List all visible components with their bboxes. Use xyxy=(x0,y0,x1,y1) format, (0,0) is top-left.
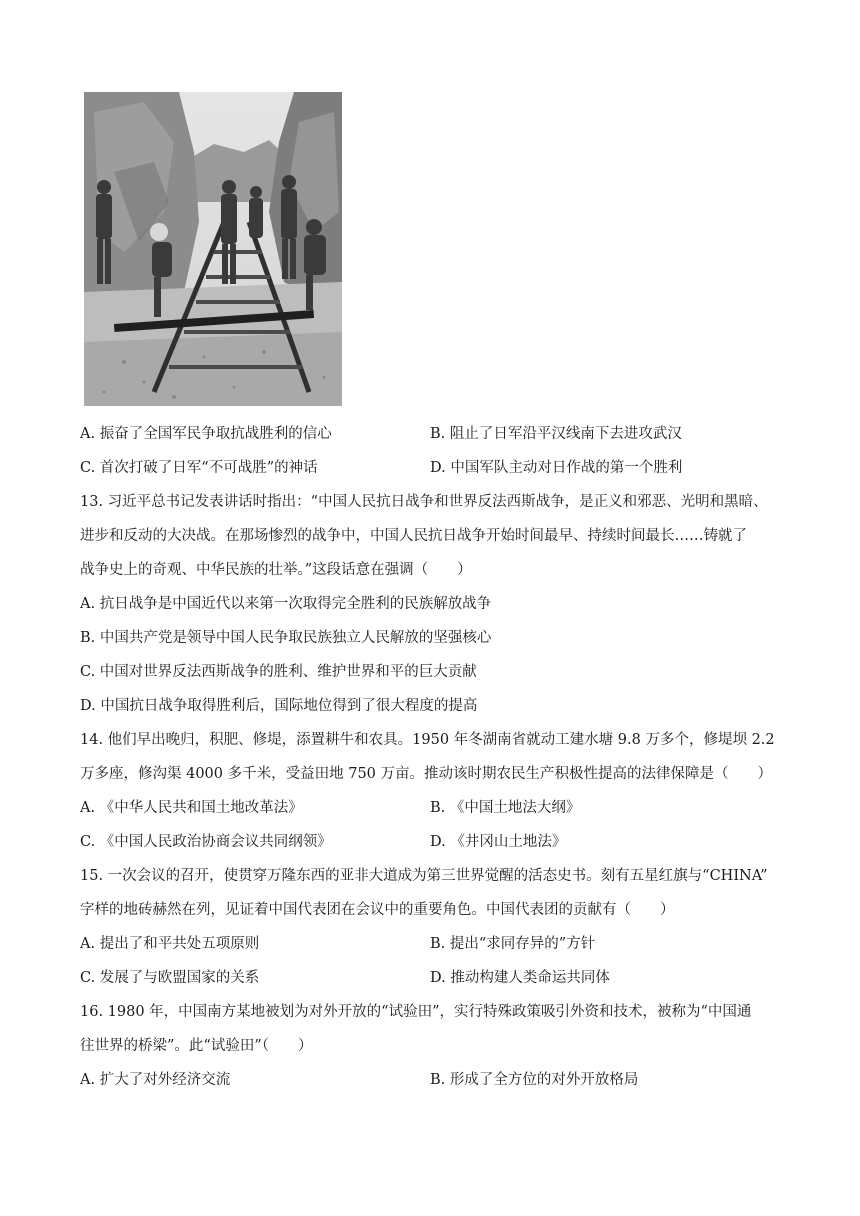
q14-option-c: C. 《中国人民政治协商会议共同纲领》 xyxy=(80,834,332,850)
q14-option-a: A. 《中华人民共和国土地改革法》 xyxy=(80,800,303,816)
q15-stem-line-2: 字样的地砖赫然在列，见证着中国代表团在会议中的重要角色。中国代表团的贡献有（ ） xyxy=(80,902,675,918)
q16-stem-line-1: 16. 1980 年，中国南方某地被划为对外开放的“试验田”，实行特殊政策吸引外资和技术，被称为“中国通 xyxy=(80,1004,752,1020)
q13-stem-line-2: 进步和反动的大决战。在那场惨烈的战争中，中国人民抗日战争开始时间最早、持续时间最长……铸就了 xyxy=(80,528,747,544)
q13-option-d: D. 中国抗日战争取得胜利后，国际地位得到了很大程度的提高 xyxy=(80,698,478,714)
railway-workers-photo xyxy=(84,92,342,406)
q16-option-a: A. 扩大了对外经济交流 xyxy=(80,1072,231,1088)
q15-option-d: D. 推动构建人类命运共同体 xyxy=(430,970,610,986)
q15-option-a: A. 提出了和平共处五项原则 xyxy=(80,936,260,952)
q16-stem-line-2: 往世界的桥梁”。此“试验田”（ ） xyxy=(80,1038,313,1054)
q13-option-a: A. 抗日战争是中国近代以来第一次取得完全胜利的民族解放战争 xyxy=(80,596,492,612)
q13-stem-line-1: 13. 习近平总书记发表讲话时指出：“中国人民抗日战争和世界反法西斯战争，是正义和邪恶、光明和黑暗、 xyxy=(80,494,768,510)
q12-option-b: B. 阻止了日军沿平汉线南下去进攻武汉 xyxy=(430,426,682,442)
q14-stem-line-1: 14. 他们早出晚归，积肥、修堤，添置耕牛和农具。1950 年冬湖南省就动工建水塘 9.8 万多个，修堤坝 2.2 xyxy=(80,732,775,748)
q15-stem-line-1: 15. 一次会议的召开，使贯穿万隆东西的亚非大道成为第三世界觉醒的活态史书。刻有五星红旗与“CHINA” xyxy=(80,868,768,884)
q16-option-b: B. 形成了全方位的对外开放格局 xyxy=(430,1072,639,1088)
q12-option-a: A. 振奋了全国军民争取抗战胜利的信心 xyxy=(80,426,332,442)
q12-option-d: D. 中国军队主动对日作战的第一个胜利 xyxy=(430,460,683,476)
q15-option-c: C. 发展了与欧盟国家的关系 xyxy=(80,970,260,986)
q13-option-b: B. 中国共产党是领导中国人民争取民族独立人民解放的坚强核心 xyxy=(80,630,492,646)
q13-stem-line-3: 战争史上的奇观、中华民族的壮举。”这段话意在强调（ ） xyxy=(80,562,472,578)
q14-option-d: D. 《井冈山土地法》 xyxy=(430,834,567,850)
q14-stem-line-2: 万多座，修沟渠 4000 多千米，受益田地 750 万亩。推动该时期农民生产积极性提高的法律保障是（ ） xyxy=(80,766,773,782)
q15-option-b: B. 提出“求同存异的”方针 xyxy=(430,936,596,952)
railway-photo-illustration xyxy=(84,92,342,406)
q12-option-c: C. 首次打破了日军“不可战胜”的神话 xyxy=(80,460,318,476)
q13-option-c: C. 中国对世界反法西斯战争的胜利、维护世界和平的巨大贡献 xyxy=(80,664,477,680)
q14-option-b: B. 《中国土地法大纲》 xyxy=(430,800,581,816)
